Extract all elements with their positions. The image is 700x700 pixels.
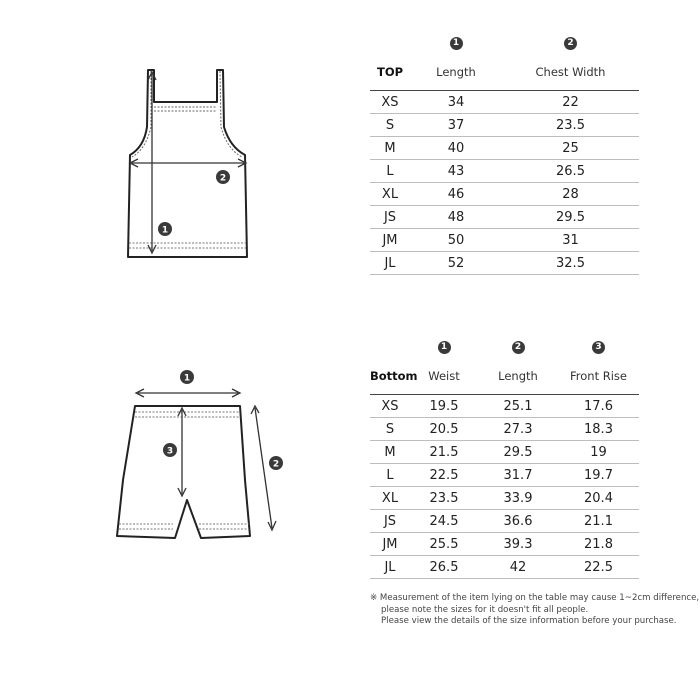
svg-text:1: 1 — [161, 225, 169, 236]
top-col-marker-1: 1 — [450, 37, 463, 50]
bottom-table-row — [370, 464, 639, 487]
top-size-cell: JL — [370, 252, 410, 275]
top-value-cell: 43 — [410, 160, 502, 183]
top-header-chest-width: Chest Width — [502, 54, 639, 91]
top-value-cell: 32.5 — [502, 252, 639, 275]
bottom-value-cell: 22.5 — [558, 556, 639, 579]
top-table-row — [370, 137, 639, 160]
bottom-size-table — [370, 330, 639, 579]
top-header-row — [370, 54, 639, 91]
bottom-header-front-rise: Front Rise — [558, 358, 639, 395]
bottom-value-cell: 21.8 — [558, 533, 639, 556]
top-marker-row — [370, 26, 639, 54]
bottom-col-marker-2: 2 — [512, 341, 525, 354]
bottom-size-cell: JM — [370, 533, 410, 556]
bottom-table-row — [370, 533, 639, 556]
measurement-note — [370, 593, 700, 628]
top-size-table-wrap — [370, 26, 639, 275]
top-header-length: Length — [410, 54, 502, 91]
bottom-size-cell: XL — [370, 487, 410, 510]
bottom-value-cell: 20.5 — [410, 418, 478, 441]
bottom-value-cell: 25.1 — [478, 395, 558, 418]
bottom-size-cell: JL — [370, 556, 410, 579]
top-table-row — [370, 114, 639, 137]
bottom-value-cell: 20.4 — [558, 487, 639, 510]
top-value-cell: 52 — [410, 252, 502, 275]
bottom-value-cell: 36.6 — [478, 510, 558, 533]
top-value-cell: 50 — [410, 229, 502, 252]
bottom-size-cell: JS — [370, 510, 410, 533]
top-value-cell: 46 — [410, 183, 502, 206]
svg-text:2: 2 — [219, 173, 227, 184]
bottom-value-cell: 26.5 — [410, 556, 478, 579]
bottom-value-cell: 18.3 — [558, 418, 639, 441]
top-table-row — [370, 252, 639, 275]
bottom-table-row — [370, 487, 639, 510]
bottom-value-cell: 39.3 — [478, 533, 558, 556]
bottom-value-cell: 19.5 — [410, 395, 478, 418]
bottom-col-marker-3: 3 — [592, 341, 605, 354]
top-table-row — [370, 183, 639, 206]
bottom-header-weist: Weist — [410, 358, 478, 395]
bottom-value-cell: 21.1 — [558, 510, 639, 533]
top-value-cell: 26.5 — [502, 160, 639, 183]
top-table-row — [370, 229, 639, 252]
top-value-cell: 37 — [410, 114, 502, 137]
bottom-size-cell: S — [370, 418, 410, 441]
bottom-size-table-wrap — [370, 330, 639, 579]
bottom-marker-row — [370, 330, 639, 358]
bottom-value-cell: 27.3 — [478, 418, 558, 441]
bottom-size-cell: L — [370, 464, 410, 487]
bottom-table-label: Bottom — [370, 358, 410, 395]
top-size-cell: JM — [370, 229, 410, 252]
top-table-row — [370, 206, 639, 229]
top-value-cell: 40 — [410, 137, 502, 160]
top-size-cell: M — [370, 137, 410, 160]
bottom-table-row — [370, 418, 639, 441]
top-value-cell: 48 — [410, 206, 502, 229]
top-value-cell: 28 — [502, 183, 639, 206]
bottom-value-cell: 33.9 — [478, 487, 558, 510]
top-value-cell: 29.5 — [502, 206, 639, 229]
bottom-value-cell: 22.5 — [410, 464, 478, 487]
top-value-cell: 22 — [502, 91, 639, 114]
bottom-value-cell: 19 — [558, 441, 639, 464]
bottom-value-cell: 24.5 — [410, 510, 478, 533]
bottom-table-row — [370, 395, 639, 418]
top-value-cell: 25 — [502, 137, 639, 160]
top-size-cell: XS — [370, 91, 410, 114]
top-value-cell: 23.5 — [502, 114, 639, 137]
bottom-value-cell: 17.6 — [558, 395, 639, 418]
bottom-value-cell: 23.5 — [410, 487, 478, 510]
bottom-size-cell: M — [370, 441, 410, 464]
note-line-1: ※ Measurement of the item lying on the table may cause 1~2cm difference, — [370, 593, 700, 603]
bottom-table-row — [370, 510, 639, 533]
top-table-row — [370, 91, 639, 114]
bottom-table-row — [370, 441, 639, 464]
top-size-table — [370, 26, 639, 275]
bottom-garment-diagram — [105, 360, 295, 550]
bottom-value-cell: 19.7 — [558, 464, 639, 487]
svg-text:1: 1 — [183, 373, 191, 384]
bottom-header-row — [370, 358, 639, 395]
bottom-col-marker-1: 1 — [438, 341, 451, 354]
top-size-cell: XL — [370, 183, 410, 206]
top-garment-diagram — [110, 55, 270, 270]
top-col-marker-2: 2 — [564, 37, 577, 50]
svg-text:3: 3 — [166, 446, 174, 457]
top-table-row — [370, 160, 639, 183]
bottom-value-cell: 25.5 — [410, 533, 478, 556]
bottom-header-length: Length — [478, 358, 558, 395]
top-value-cell: 31 — [502, 229, 639, 252]
bottom-diagram-marker-2 — [269, 456, 283, 470]
top-size-cell: JS — [370, 206, 410, 229]
top-size-cell: S — [370, 114, 410, 137]
top-size-cell: L — [370, 160, 410, 183]
note-line-2: please note the sizes for it doesn't fit all people. — [381, 604, 589, 615]
bottom-value-cell: 29.5 — [478, 441, 558, 464]
top-diagram-marker-1 — [158, 222, 172, 236]
bottom-diagram-marker-1 — [180, 370, 194, 384]
bottom-size-cell: XS — [370, 395, 410, 418]
top-value-cell: 34 — [410, 91, 502, 114]
top-table-label: TOP — [370, 54, 410, 91]
bottom-diagram-marker-3 — [163, 443, 177, 457]
svg-text:2: 2 — [272, 459, 280, 470]
bottom-table-row — [370, 556, 639, 579]
top-diagram-marker-2 — [216, 170, 230, 184]
bottom-value-cell: 42 — [478, 556, 558, 579]
bottom-value-cell: 21.5 — [410, 441, 478, 464]
bottom-value-cell: 31.7 — [478, 464, 558, 487]
note-line-3: Please view the details of the size information before your purchase. — [381, 616, 677, 626]
